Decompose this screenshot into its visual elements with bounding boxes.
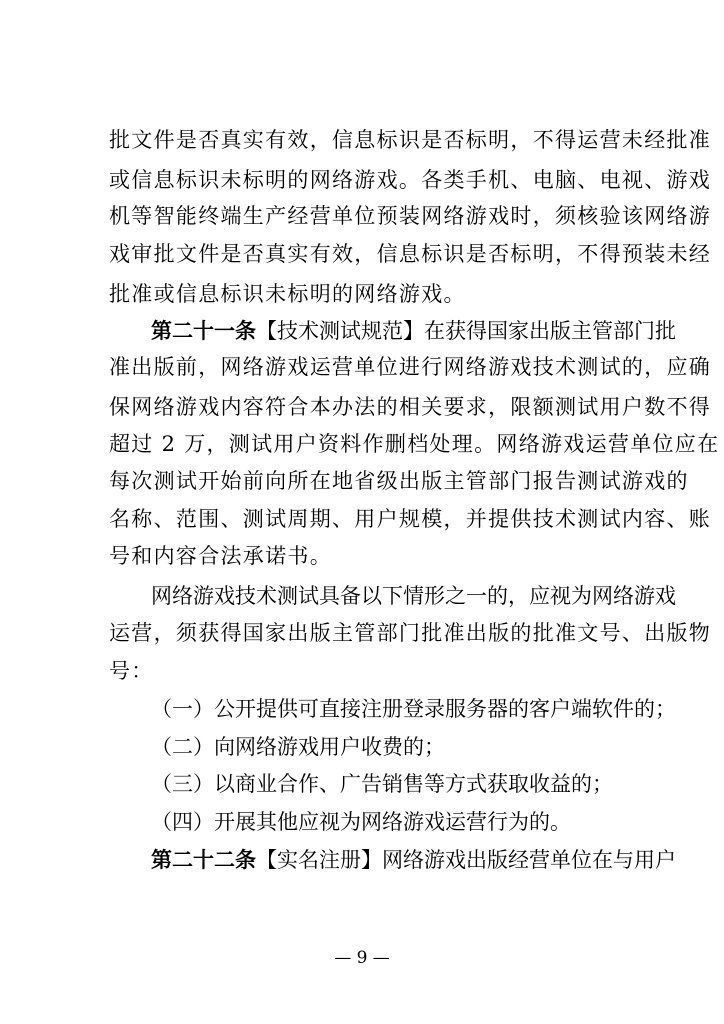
- text-line: 网络游戏技术测试具备以下情形之一的，应视为网络游戏: [151, 584, 676, 608]
- text-line: 号和内容合法承诺书。: [109, 544, 332, 568]
- page-number: — 9 —: [334, 948, 390, 968]
- text-line: 号：: [109, 659, 154, 683]
- text-line: 戏审批文件是否真实有效，信息标识是否标明，不得预装未经: [109, 242, 712, 266]
- list-item: （一）公开提供可直接注册登录服务器的客户端软件的；: [151, 697, 676, 721]
- article-title-text: 【实名注册】网络游戏出版经营单位在与用户: [256, 848, 676, 872]
- text-line: 每次测试开始前向所在地省级出版主管部门报告测试游戏的: [109, 469, 689, 493]
- text-line: 保网络游戏内容符合本办法的相关要求，限额测试用户数不得: [109, 395, 712, 419]
- text-line: 运营，须获得国家出版主管部门批准出版的批准文号、出版物: [109, 621, 712, 645]
- list-item: （三）以商业合作、广告销售等方式获取收益的；: [151, 772, 613, 796]
- text-line: 批文件是否真实有效，信息标识是否标明，不得运营未经批准: [109, 128, 712, 152]
- text-line: 批准或信息标识未标明的网络游戏。: [109, 282, 466, 306]
- article-22-first-line: [0, 846, 724, 874]
- text-line: 或信息标识未标明的网络游戏。各类手机、电脑、电视、游戏: [109, 168, 712, 192]
- article-heading: 第二十二条: [151, 847, 256, 872]
- article-heading: 第二十一条: [151, 318, 256, 343]
- list-item: （二）向网络游戏用户收费的；: [151, 735, 445, 759]
- text-line: 名称、范围、测试周期、用户规模，并提供技术测试内容、账: [109, 507, 712, 531]
- text-line: 准出版前，网络游戏运营单位进行网络游戏技术测试的，应确: [109, 355, 712, 379]
- article-title-text: 【技术测试规范】在获得国家出版主管部门批: [256, 319, 676, 343]
- article-21-first-line: [0, 317, 724, 345]
- text-line: 机等智能终端生产经营单位预装网络游戏时，须核验该网络游: [109, 204, 712, 228]
- list-item: （四）开展其他应视为网络游戏运营行为的。: [151, 810, 571, 834]
- text-line: 超过 2 万，测试用户资料作删档处理。网络游戏运营单位应在: [109, 432, 720, 456]
